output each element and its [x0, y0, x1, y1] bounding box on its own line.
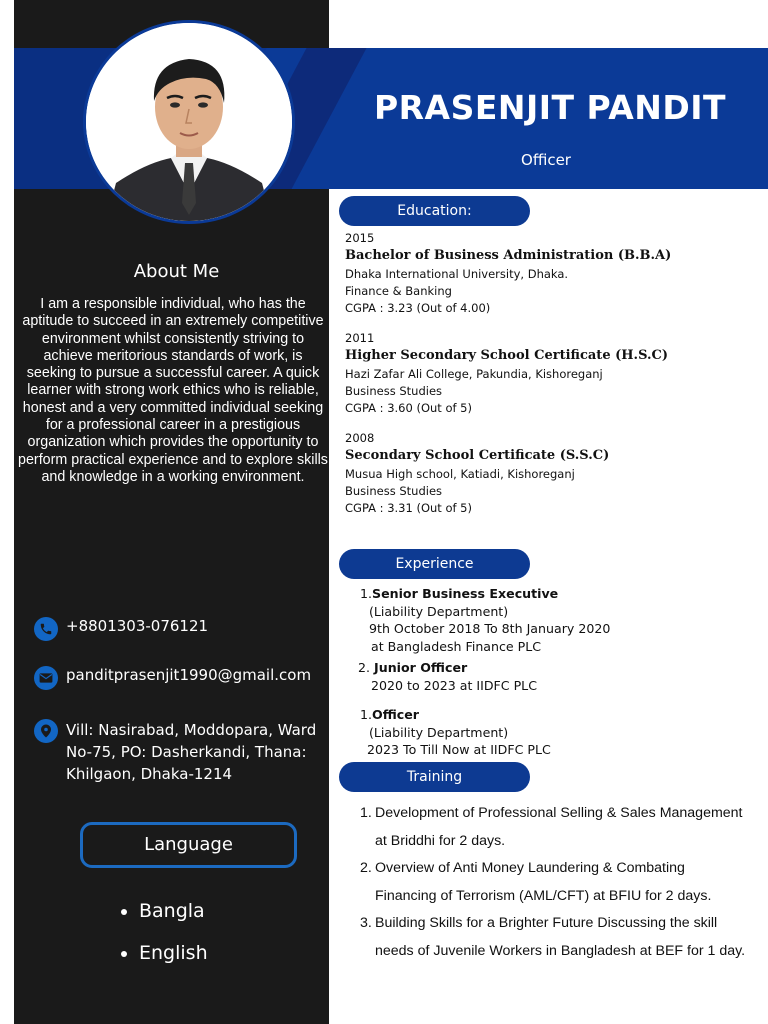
education-entry	[345, 331, 760, 417]
language-item: • Bangla	[139, 890, 208, 932]
profile-photo	[83, 20, 295, 224]
experience-department: (Liability Department)	[369, 724, 509, 740]
education-degree: Higher Secondary School Certificate (H.S.C)	[345, 348, 669, 363]
training-number: 3.	[360, 915, 372, 931]
experience-number: 1.	[360, 707, 373, 722]
education-result: CGPA : 3.60 (Out of 5)	[345, 401, 472, 415]
experience-period: 2020 to 2023 at IIDFC PLC	[371, 677, 537, 693]
experience-heading: Experience	[339, 549, 530, 579]
training-item	[360, 910, 760, 938]
experience-role: Senior Business Executive	[372, 586, 559, 601]
experience-place: at Bangladesh Finance PLC	[371, 638, 542, 654]
experience-entry	[360, 706, 551, 759]
education-degree: Secondary School Certificate (S.S.C)	[345, 448, 610, 463]
training-line: at Briddhi for 2 days.	[375, 832, 506, 849]
training-item-continued	[360, 883, 760, 911]
language-item: • English	[139, 932, 208, 974]
training-item-continued	[360, 938, 760, 966]
education-year: 2008	[345, 431, 375, 445]
experience-role: Officer	[372, 707, 419, 722]
training-item	[360, 855, 760, 883]
candidate-name: PRASENJIT PANDIT	[373, 88, 727, 127]
training-item-continued	[360, 828, 760, 856]
experience-number: 1.	[360, 586, 373, 601]
training-item	[360, 800, 760, 828]
education-institution: Musua High school, Katiadi, Kishoreganj	[345, 467, 575, 481]
experience-department: (Liability Department)	[369, 603, 509, 619]
profile-photo-image	[86, 23, 292, 221]
experience-number: 2.	[358, 660, 371, 675]
education-result: CGPA : 3.23 (Out of 4.00)	[345, 301, 491, 315]
training-line: needs of Juvenile Workers in Bangladesh at BEF for 1 day.	[375, 942, 746, 959]
training-list	[360, 800, 760, 965]
education-institution: Dhaka International University, Dhaka.	[345, 267, 569, 281]
experience-period: 2023 To Till Now at IIDFC PLC	[367, 742, 551, 757]
language-heading: Language	[80, 822, 297, 868]
envelope-icon	[34, 666, 58, 690]
experience-role: Junior Officer	[374, 660, 468, 675]
experience-entry	[358, 659, 537, 694]
education-result: CGPA : 3.31 (Out of 5)	[345, 501, 472, 515]
training-line: Financing of Terrorism (AML/CFT) at BFIU for 2 days.	[375, 887, 712, 904]
training-heading: Training	[339, 762, 530, 792]
education-degree: Bachelor of Business Administration (B.B.A)	[345, 248, 672, 263]
training-line: Building Skills for a Brighter Future Discussing the skill	[375, 915, 718, 931]
experience-period: 9th October 2018 To 8th January 2020	[369, 621, 611, 636]
candidate-job-title: Officer	[521, 151, 571, 169]
language-list	[119, 890, 208, 974]
contact-address	[34, 719, 329, 785]
contact-phone	[34, 617, 208, 641]
phone-link[interactable]: +8801303-076121	[66, 617, 209, 635]
training-number: 1.	[360, 805, 372, 821]
training-line: Overview of Anti Money Laundering & Combating	[375, 860, 685, 876]
education-year: 2011	[345, 331, 375, 345]
email-link[interactable]: panditprasenjit1990@gmail.com	[66, 666, 312, 684]
address-text: Vill: Nasirabad, Moddopara, Ward No-75, PO: Dasherkandi, Thana: Khilgaon, Dhaka-1214	[66, 721, 317, 783]
experience-entry	[360, 585, 610, 655]
phone-icon	[34, 617, 58, 641]
education-major: Business Studies	[345, 484, 443, 498]
education-heading: Education:	[339, 196, 530, 226]
training-line: Development of Professional Selling & Sales Management	[375, 805, 743, 821]
about-me-text: I am a responsible individual, who has the aptitude to succeed in an extremely competitive environment whilst consistently striving to achieve meritorious standards of work, is seeking to pursue a successful career. A quick learner with strong work ethics who is reliable, honest and a very committed individual seeking for a professional career in a prestigious organization which provides the opportunity to perform practical experience and to explore skills and knowledge in a working environment.	[18, 296, 328, 485]
education-entry	[345, 431, 760, 517]
contact-email	[34, 666, 311, 690]
education-entry	[345, 231, 760, 317]
education-major: Business Studies	[345, 384, 443, 398]
education-institution: Hazi Zafar Ali College, Pakundia, Kishoreganj	[345, 367, 603, 381]
education-year: 2015	[345, 231, 375, 245]
about-me-heading: About Me	[133, 261, 220, 282]
education-major: Finance & Banking	[345, 284, 452, 298]
map-pin-icon	[34, 719, 58, 743]
training-number: 2.	[360, 860, 372, 876]
